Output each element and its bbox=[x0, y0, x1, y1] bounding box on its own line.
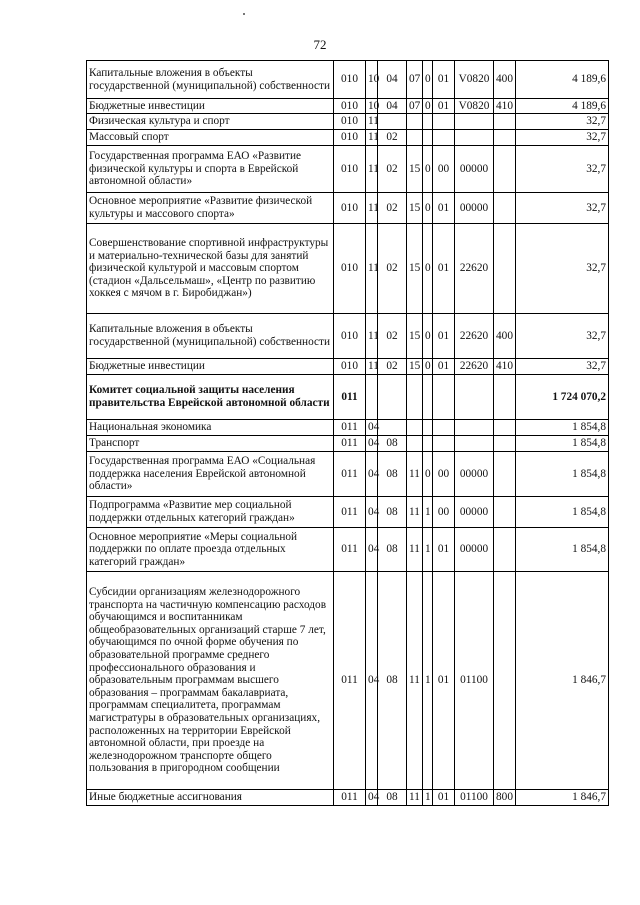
cell-target-subprogram: 0 bbox=[423, 146, 433, 193]
table-row bbox=[87, 572, 609, 790]
table-row bbox=[87, 224, 609, 314]
page-number: 72 bbox=[313, 37, 327, 52]
cell-grbs: 010 bbox=[334, 146, 366, 193]
cell-grbs: 011 bbox=[334, 420, 366, 436]
cell-target-activity: 00 bbox=[433, 452, 455, 497]
cell-target-activity: 01 bbox=[433, 359, 455, 375]
cell-target-program: 15 bbox=[407, 146, 423, 193]
cell-target-direction: 22620 bbox=[455, 224, 494, 314]
cell-amount: 1 724 070,2 bbox=[516, 375, 609, 420]
cell-target-subprogram: 0 bbox=[423, 452, 433, 497]
cell-target-program: 11 bbox=[407, 790, 423, 806]
cell-amount: 1 854,8 bbox=[516, 497, 609, 528]
cell-expense-type bbox=[494, 193, 516, 224]
table-row bbox=[87, 99, 609, 114]
cell-target-activity: 01 bbox=[433, 61, 455, 99]
cell-amount: 4 189,6 bbox=[516, 61, 609, 99]
cell-target-subprogram: 0 bbox=[423, 314, 433, 359]
table-row bbox=[87, 528, 609, 572]
cell-target-program bbox=[407, 436, 423, 452]
cell-subsection: 04 bbox=[378, 99, 407, 114]
cell-grbs: 011 bbox=[334, 497, 366, 528]
cell-grbs: 011 bbox=[334, 790, 366, 806]
cell-subsection: 02 bbox=[378, 314, 407, 359]
cell-amount: 1 854,8 bbox=[516, 452, 609, 497]
cell-section: 11 bbox=[366, 114, 378, 130]
row-name: Капитальные вложения в объекты государственной (муниципальной) собственности bbox=[87, 61, 334, 99]
cell-target-activity bbox=[433, 420, 455, 436]
cell-grbs: 010 bbox=[334, 61, 366, 99]
cell-target-subprogram: 0 bbox=[423, 99, 433, 114]
table-row bbox=[87, 420, 609, 436]
cell-target-program: 15 bbox=[407, 224, 423, 314]
cell-section bbox=[366, 375, 378, 420]
row-name: Комитет социальной защиты населения правительства Еврейской автономной области bbox=[87, 375, 334, 420]
cell-subsection: 02 bbox=[378, 130, 407, 146]
row-name: Массовый спорт bbox=[87, 130, 334, 146]
cell-subsection: 04 bbox=[378, 61, 407, 99]
cell-section: 11 bbox=[366, 224, 378, 314]
cell-subsection: 08 bbox=[378, 790, 407, 806]
cell-target-direction: V0820 bbox=[455, 61, 494, 99]
row-name: Государственная программа ЕАО «Развитие физической культуры и спорта в Еврейской автономной области» bbox=[87, 146, 334, 193]
cell-subsection: 08 bbox=[378, 436, 407, 452]
cell-section: 04 bbox=[366, 497, 378, 528]
row-name: Основное мероприятие «Развитие физической культуры и массового спорта» bbox=[87, 193, 334, 224]
cell-grbs: 010 bbox=[334, 314, 366, 359]
cell-target-activity: 01 bbox=[433, 314, 455, 359]
cell-section: 04 bbox=[366, 572, 378, 790]
cell-subsection bbox=[378, 375, 407, 420]
cell-amount: 32,7 bbox=[516, 224, 609, 314]
cell-expense-type bbox=[494, 497, 516, 528]
cell-amount: 32,7 bbox=[516, 146, 609, 193]
cell-target-direction: 00000 bbox=[455, 146, 494, 193]
cell-target-activity: 01 bbox=[433, 528, 455, 572]
cell-expense-type: 400 bbox=[494, 314, 516, 359]
row-name: Национальная экономика bbox=[87, 420, 334, 436]
cell-grbs: 010 bbox=[334, 359, 366, 375]
cell-amount: 1 846,7 bbox=[516, 572, 609, 790]
cell-expense-type bbox=[494, 452, 516, 497]
cell-expense-type: 400 bbox=[494, 61, 516, 99]
cell-target-program: 11 bbox=[407, 572, 423, 790]
cell-target-activity bbox=[433, 375, 455, 420]
cell-target-subprogram: 1 bbox=[423, 790, 433, 806]
cell-target-activity: 00 bbox=[433, 497, 455, 528]
cell-target-program: 07 bbox=[407, 61, 423, 99]
cell-target-program: 11 bbox=[407, 528, 423, 572]
row-name: Совершенствование спортивной инфраструктуры и материально-технической базы для занятий физической культурой и массовым спортом (стадион «Дальсельмаш», «Центр по развитию хоккея с мячом в г. Биробиджан») bbox=[87, 224, 334, 314]
budget-table-body bbox=[87, 61, 609, 806]
cell-amount: 1 854,8 bbox=[516, 528, 609, 572]
cell-target-subprogram bbox=[423, 130, 433, 146]
cell-target-direction: 01100 bbox=[455, 572, 494, 790]
cell-target-activity: 01 bbox=[433, 572, 455, 790]
cell-subsection bbox=[378, 114, 407, 130]
cell-target-subprogram: 0 bbox=[423, 224, 433, 314]
cell-section: 10 bbox=[366, 61, 378, 99]
cell-subsection: 08 bbox=[378, 497, 407, 528]
row-name: Основное мероприятие «Меры социальной поддержки по оплате проезда отдельных категорий граждан» bbox=[87, 528, 334, 572]
cell-target-direction bbox=[455, 375, 494, 420]
cell-target-program bbox=[407, 420, 423, 436]
cell-target-subprogram bbox=[423, 375, 433, 420]
cell-expense-type bbox=[494, 130, 516, 146]
cell-section: 04 bbox=[366, 528, 378, 572]
cell-subsection: 02 bbox=[378, 146, 407, 193]
cell-target-direction: 00000 bbox=[455, 193, 494, 224]
table-row bbox=[87, 114, 609, 130]
row-name: Подпрограмма «Развитие мер социальной поддержки отдельных категорий граждан» bbox=[87, 497, 334, 528]
cell-grbs: 011 bbox=[334, 572, 366, 790]
table-row bbox=[87, 375, 609, 420]
cell-target-program: 15 bbox=[407, 193, 423, 224]
table-row bbox=[87, 146, 609, 193]
cell-target-program bbox=[407, 130, 423, 146]
cell-target-program: 11 bbox=[407, 497, 423, 528]
table-row bbox=[87, 193, 609, 224]
cell-expense-type bbox=[494, 420, 516, 436]
table-row bbox=[87, 359, 609, 375]
cell-subsection bbox=[378, 420, 407, 436]
cell-target-activity: 00 bbox=[433, 146, 455, 193]
cell-target-activity: 01 bbox=[433, 99, 455, 114]
cell-section: 11 bbox=[366, 130, 378, 146]
cell-subsection: 02 bbox=[378, 224, 407, 314]
cell-expense-type: 410 bbox=[494, 359, 516, 375]
cell-target-subprogram: 1 bbox=[423, 497, 433, 528]
cell-target-direction: 00000 bbox=[455, 497, 494, 528]
cell-target-direction bbox=[455, 130, 494, 146]
table-row bbox=[87, 314, 609, 359]
cell-expense-type bbox=[494, 436, 516, 452]
cell-section: 11 bbox=[366, 193, 378, 224]
table-row bbox=[87, 61, 609, 99]
cell-amount: 1 846,7 bbox=[516, 790, 609, 806]
cell-target-activity: 01 bbox=[433, 224, 455, 314]
cell-target-direction: 01100 bbox=[455, 790, 494, 806]
cell-target-program: 07 bbox=[407, 99, 423, 114]
cell-target-subprogram: 0 bbox=[423, 359, 433, 375]
cell-subsection: 02 bbox=[378, 359, 407, 375]
cell-target-activity: 01 bbox=[433, 790, 455, 806]
cell-grbs: 010 bbox=[334, 130, 366, 146]
cell-expense-type bbox=[494, 224, 516, 314]
cell-target-direction: V0820 bbox=[455, 99, 494, 114]
table-row bbox=[87, 452, 609, 497]
cell-target-subprogram bbox=[423, 420, 433, 436]
table-row bbox=[87, 497, 609, 528]
cell-target-subprogram bbox=[423, 114, 433, 130]
cell-target-activity: 01 bbox=[433, 193, 455, 224]
cell-target-direction: 22620 bbox=[455, 359, 494, 375]
cell-target-activity bbox=[433, 114, 455, 130]
cell-amount: 32,7 bbox=[516, 359, 609, 375]
cell-target-direction: 00000 bbox=[455, 452, 494, 497]
cell-amount: 32,7 bbox=[516, 314, 609, 359]
row-name: Капитальные вложения в объекты государственной (муниципальной) собственности bbox=[87, 314, 334, 359]
cell-amount: 32,7 bbox=[516, 114, 609, 130]
cell-amount: 1 854,8 bbox=[516, 436, 609, 452]
cell-subsection: 02 bbox=[378, 193, 407, 224]
cell-section: 11 bbox=[366, 359, 378, 375]
cell-grbs: 010 bbox=[334, 224, 366, 314]
row-name: Бюджетные инвестиции bbox=[87, 359, 334, 375]
cell-section: 04 bbox=[366, 790, 378, 806]
cell-section: 04 bbox=[366, 436, 378, 452]
cell-target-subprogram: 0 bbox=[423, 61, 433, 99]
cell-target-activity bbox=[433, 436, 455, 452]
cell-expense-type: 410 bbox=[494, 99, 516, 114]
row-name: Иные бюджетные ассигнования bbox=[87, 790, 334, 806]
table-row bbox=[87, 436, 609, 452]
cell-grbs: 010 bbox=[334, 193, 366, 224]
cell-target-program: 15 bbox=[407, 314, 423, 359]
cell-expense-type: 800 bbox=[494, 790, 516, 806]
cell-section: 11 bbox=[366, 146, 378, 193]
cell-target-program bbox=[407, 375, 423, 420]
cell-expense-type bbox=[494, 572, 516, 790]
cell-amount: 32,7 bbox=[516, 193, 609, 224]
budget-table bbox=[86, 60, 609, 806]
cell-section: 10 bbox=[366, 99, 378, 114]
cell-target-activity bbox=[433, 130, 455, 146]
cell-target-subprogram: 1 bbox=[423, 528, 433, 572]
row-name: Бюджетные инвестиции bbox=[87, 99, 334, 114]
cell-grbs: 011 bbox=[334, 436, 366, 452]
cell-amount: 4 189,6 bbox=[516, 99, 609, 114]
cell-subsection: 08 bbox=[378, 452, 407, 497]
cell-subsection: 08 bbox=[378, 528, 407, 572]
cell-target-program: 11 bbox=[407, 452, 423, 497]
cell-expense-type bbox=[494, 375, 516, 420]
cell-amount: 1 854,8 bbox=[516, 420, 609, 436]
row-name: Субсидии организациям железнодорожного транспорта на частичную компенсацию расходов обучающимся и воспитанникам общеобразовательных организаций старше 7 лет, обучающимся по очной форме обучения по образовательной программе среднего профессионального образования и образовательным программам высшего образования – программам бакалавриата, программам специалитета, программам магистратуры в образовательных организациях, расположенных на территории Еврейской автономной области, при проезде на железнодорожном транспорте общего пользования в пригородном сообщении bbox=[87, 572, 334, 790]
row-name: Физическая культура и спорт bbox=[87, 114, 334, 130]
cell-expense-type bbox=[494, 114, 516, 130]
cell-grbs: 011 bbox=[334, 375, 366, 420]
cell-target-direction bbox=[455, 436, 494, 452]
cell-target-direction bbox=[455, 420, 494, 436]
cell-grbs: 011 bbox=[334, 528, 366, 572]
cell-target-subprogram bbox=[423, 436, 433, 452]
cell-subsection: 08 bbox=[378, 572, 407, 790]
cell-amount: 32,7 bbox=[516, 130, 609, 146]
cell-grbs: 011 bbox=[334, 452, 366, 497]
cell-target-program: 15 bbox=[407, 359, 423, 375]
cell-target-program bbox=[407, 114, 423, 130]
cell-section: 04 bbox=[366, 452, 378, 497]
cell-section: 11 bbox=[366, 314, 378, 359]
cell-target-direction: 22620 bbox=[455, 314, 494, 359]
cell-target-direction: 00000 bbox=[455, 528, 494, 572]
table-row bbox=[87, 130, 609, 146]
cell-grbs: 010 bbox=[334, 114, 366, 130]
cell-target-direction bbox=[455, 114, 494, 130]
table-row bbox=[87, 790, 609, 806]
row-name: Государственная программа ЕАО «Социальная поддержка населения Еврейской автономной области» bbox=[87, 452, 334, 497]
cell-target-subprogram: 1 bbox=[423, 572, 433, 790]
cell-expense-type bbox=[494, 146, 516, 193]
row-name: Транспорт bbox=[87, 436, 334, 452]
cell-expense-type bbox=[494, 528, 516, 572]
scan-speck bbox=[243, 13, 245, 15]
cell-section: 04 bbox=[366, 420, 378, 436]
cell-grbs: 010 bbox=[334, 99, 366, 114]
cell-target-subprogram: 0 bbox=[423, 193, 433, 224]
